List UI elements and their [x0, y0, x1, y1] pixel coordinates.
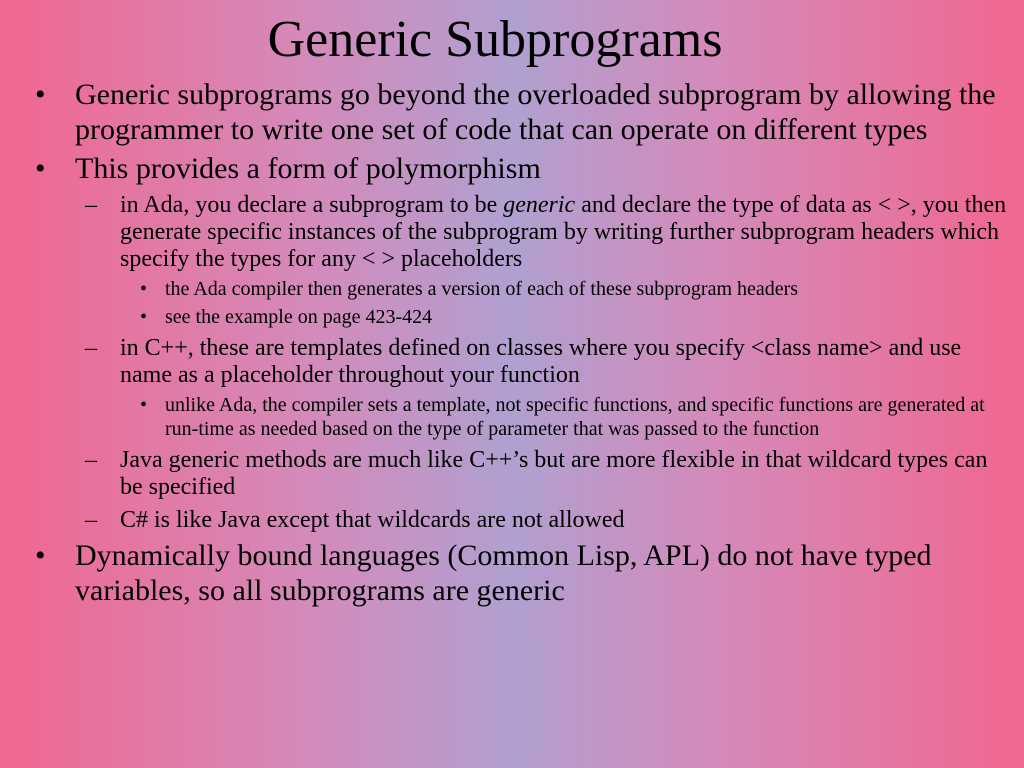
- sub-bullet-cpp: [0, 335, 1010, 389]
- bullet-dynamic-languages: [0, 538, 1010, 608]
- bullet-generic-subprograms: [0, 77, 1010, 147]
- sub-sub-bullet-text: see the example on page 423-424: [165, 306, 433, 328]
- sub-bullet-text: Java generic methods are much like C++’s but are more flexible in that wildcard types can be specified: [120, 447, 988, 500]
- sub-bullet-java: [0, 447, 1010, 501]
- sub-bullet-ada: [0, 192, 1010, 273]
- bullet-text: Dynamically bound languages (Common Lisp, APL) do not have typed variables, so all subprograms are generic: [75, 539, 932, 607]
- sub-bullet-text: C# is like Java except that wildcards are not allowed: [120, 507, 625, 533]
- sub-bullet-text: in C++, these are templates defined on classes where you specify <class name> and use name as a placeholder throughout your function: [120, 335, 962, 388]
- bullet-dot-icon: •: [35, 539, 46, 572]
- bullet-polymorphism: [0, 151, 1010, 186]
- slide-title: Generic Subprograms: [267, 11, 723, 68]
- sub-bullet-text-emphasis: generic: [503, 192, 576, 218]
- bullet-text: This provides a form of polymorphism: [75, 152, 541, 185]
- bullet-dot-icon: •: [140, 394, 148, 416]
- bullet-dot-icon: •: [35, 78, 46, 111]
- dash-icon: –: [85, 507, 97, 533]
- bullet-dot-icon: •: [140, 306, 148, 328]
- dash-icon: –: [85, 192, 97, 218]
- sub-bullet-csharp: [0, 507, 1010, 534]
- bullet-text: Generic subprograms go beyond the overloaded subprogram by allowing the programmer to write one set of code that can operate on different types: [75, 78, 996, 146]
- sub-bullet-text-post: and declare the type of data as < >, you then generate specific instances of the subprogram by writing further subprogram headers which specify the types for any < > placeholders: [120, 192, 1007, 272]
- dash-icon: –: [85, 447, 97, 473]
- slide-content: [0, 73, 1010, 608]
- dash-icon: –: [85, 335, 97, 361]
- sub-sub-bullet-text: the Ada compiler then generates a version of each of these subprogram headers: [165, 278, 799, 300]
- sub-bullet-text-pre: in Ada, you declare a subprogram to be: [120, 192, 504, 218]
- bullet-dot-icon: •: [140, 278, 148, 300]
- sub-sub-bullet-cpp-template: [0, 393, 1010, 441]
- sub-sub-bullet-ada-compiler: [0, 277, 1010, 301]
- sub-sub-bullet-example: [0, 305, 1010, 329]
- bullet-dot-icon: •: [35, 152, 46, 185]
- sub-sub-bullet-text: unlike Ada, the compiler sets a template, not specific functions, and specific functions are generated at run-time as needed based on the type of parameter that was passed to the function: [165, 394, 985, 440]
